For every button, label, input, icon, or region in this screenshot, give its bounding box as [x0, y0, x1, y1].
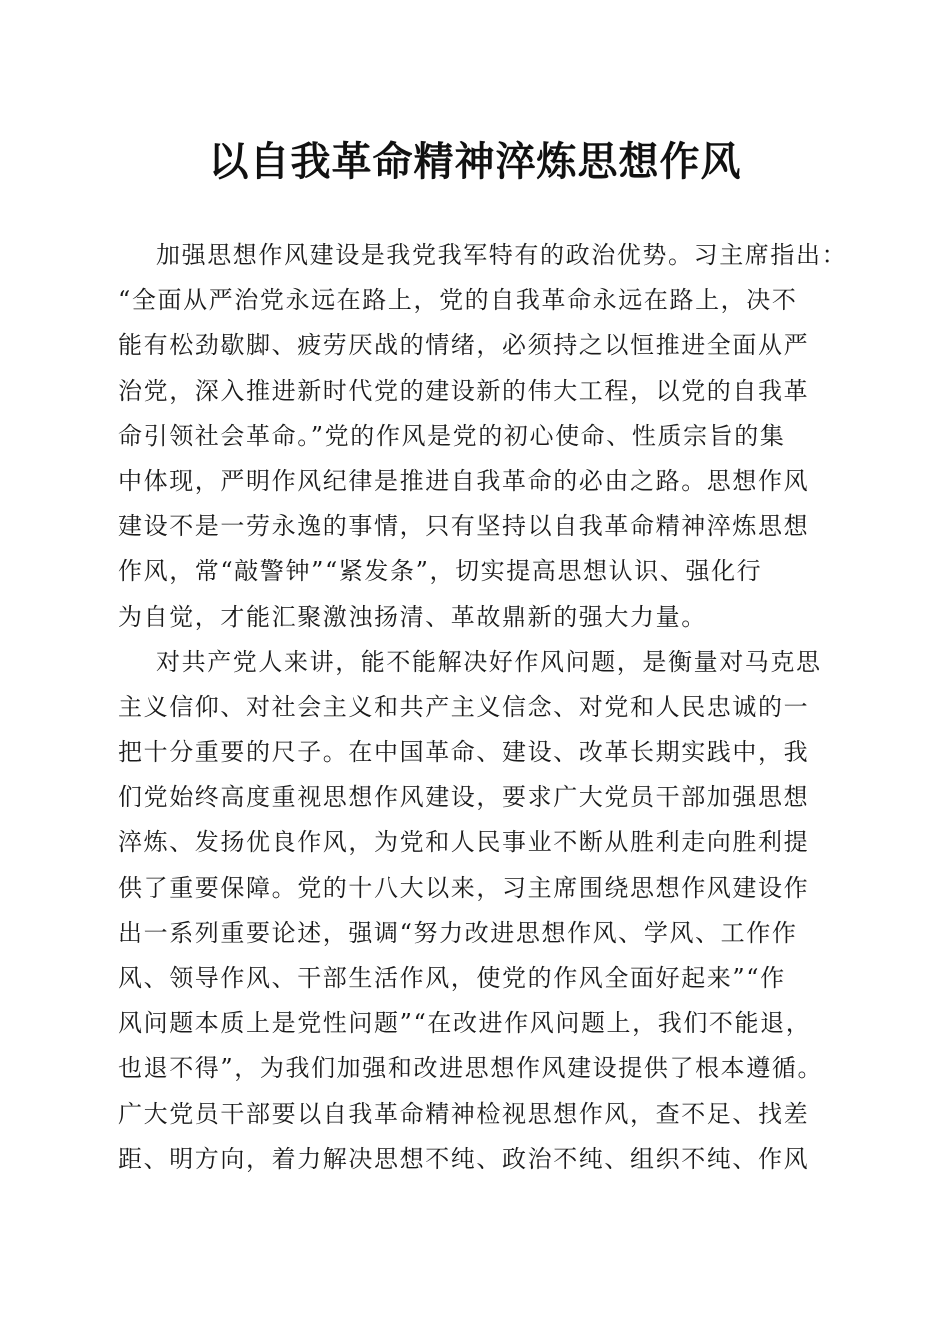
text-line: 作风，常“敲警钟”“紧发条”，切实提高思想认识、强化行	[118, 557, 763, 586]
text-line: 加强思想作风建设是我党我军特有的政治优势。习主席指出：	[156, 241, 848, 269]
document-body	[118, 233, 848, 1182]
text-line: 广大党员干部要以自我革命精神检视思想作风，查不足、找差	[118, 1099, 810, 1128]
text-line: 主义信仰、对社会主义和共产主义信念、对党和人民忠诚的一	[118, 692, 810, 721]
text-line: “全面从严治党永远在路上，党的自我革命永远在路上，决不	[118, 286, 798, 315]
text-line: 供了重要保障。党的十八大以来，习主席围绕思想作风建设作	[118, 873, 810, 902]
text-line: 把十分重要的尺子。在中国革命、建设、改革长期实践中，我	[118, 738, 810, 767]
text-line: 对共产党人来讲，能不能解决好作风问题，是衡量对马克思	[156, 647, 822, 676]
text-line: 距、明方向，着力解决思想不纯、政治不纯、组织不纯、作风	[118, 1144, 810, 1173]
text-line: 中体现，严明作风纪律是推进自我革命的必由之路。思想作风	[118, 466, 810, 495]
text-line: 出一系列重要论述，强调“努力改进思想作风、学风、工作作	[118, 918, 798, 947]
text-line: 能有松劲歇脚、疲劳厌战的情绪，必须持之以恒推进全面从严	[118, 331, 810, 360]
text-line: 风问题本质上是党性问题”“在改进作风问题上，我们不能退，	[118, 1009, 812, 1038]
paragraph-2	[118, 640, 830, 1182]
text-line: 建设不是一劳永逸的事情，只有坚持以自我革命精神淬炼思想	[118, 512, 810, 541]
text-line: 治党，深入推进新时代党的建设新的伟大工程，以党的自我革	[118, 376, 810, 405]
document-title: 以自我革命精神淬炼思想作风	[208, 138, 742, 185]
paragraph-1	[118, 233, 848, 640]
text-line: 淬炼、发扬优良作风，为党和人民事业不断从胜利走向胜利提	[118, 828, 810, 857]
text-line: 也退不得”，为我们加强和改进思想作风建设提供了根本遵循。	[118, 1054, 824, 1083]
text-line: 风、领导作风、干部生活作风，使党的作风全面好起来”“作	[118, 964, 786, 992]
text-line: 们党始终高度重视思想作风建设，要求广大党员干部加强思想	[118, 783, 810, 812]
text-line: 命引领社会革命。”党的作风是党的初心使命、性质宗旨的集	[118, 421, 786, 450]
text-line: 为自觉，才能汇聚激浊扬清、革故鼎新的强大力量。	[118, 602, 707, 631]
